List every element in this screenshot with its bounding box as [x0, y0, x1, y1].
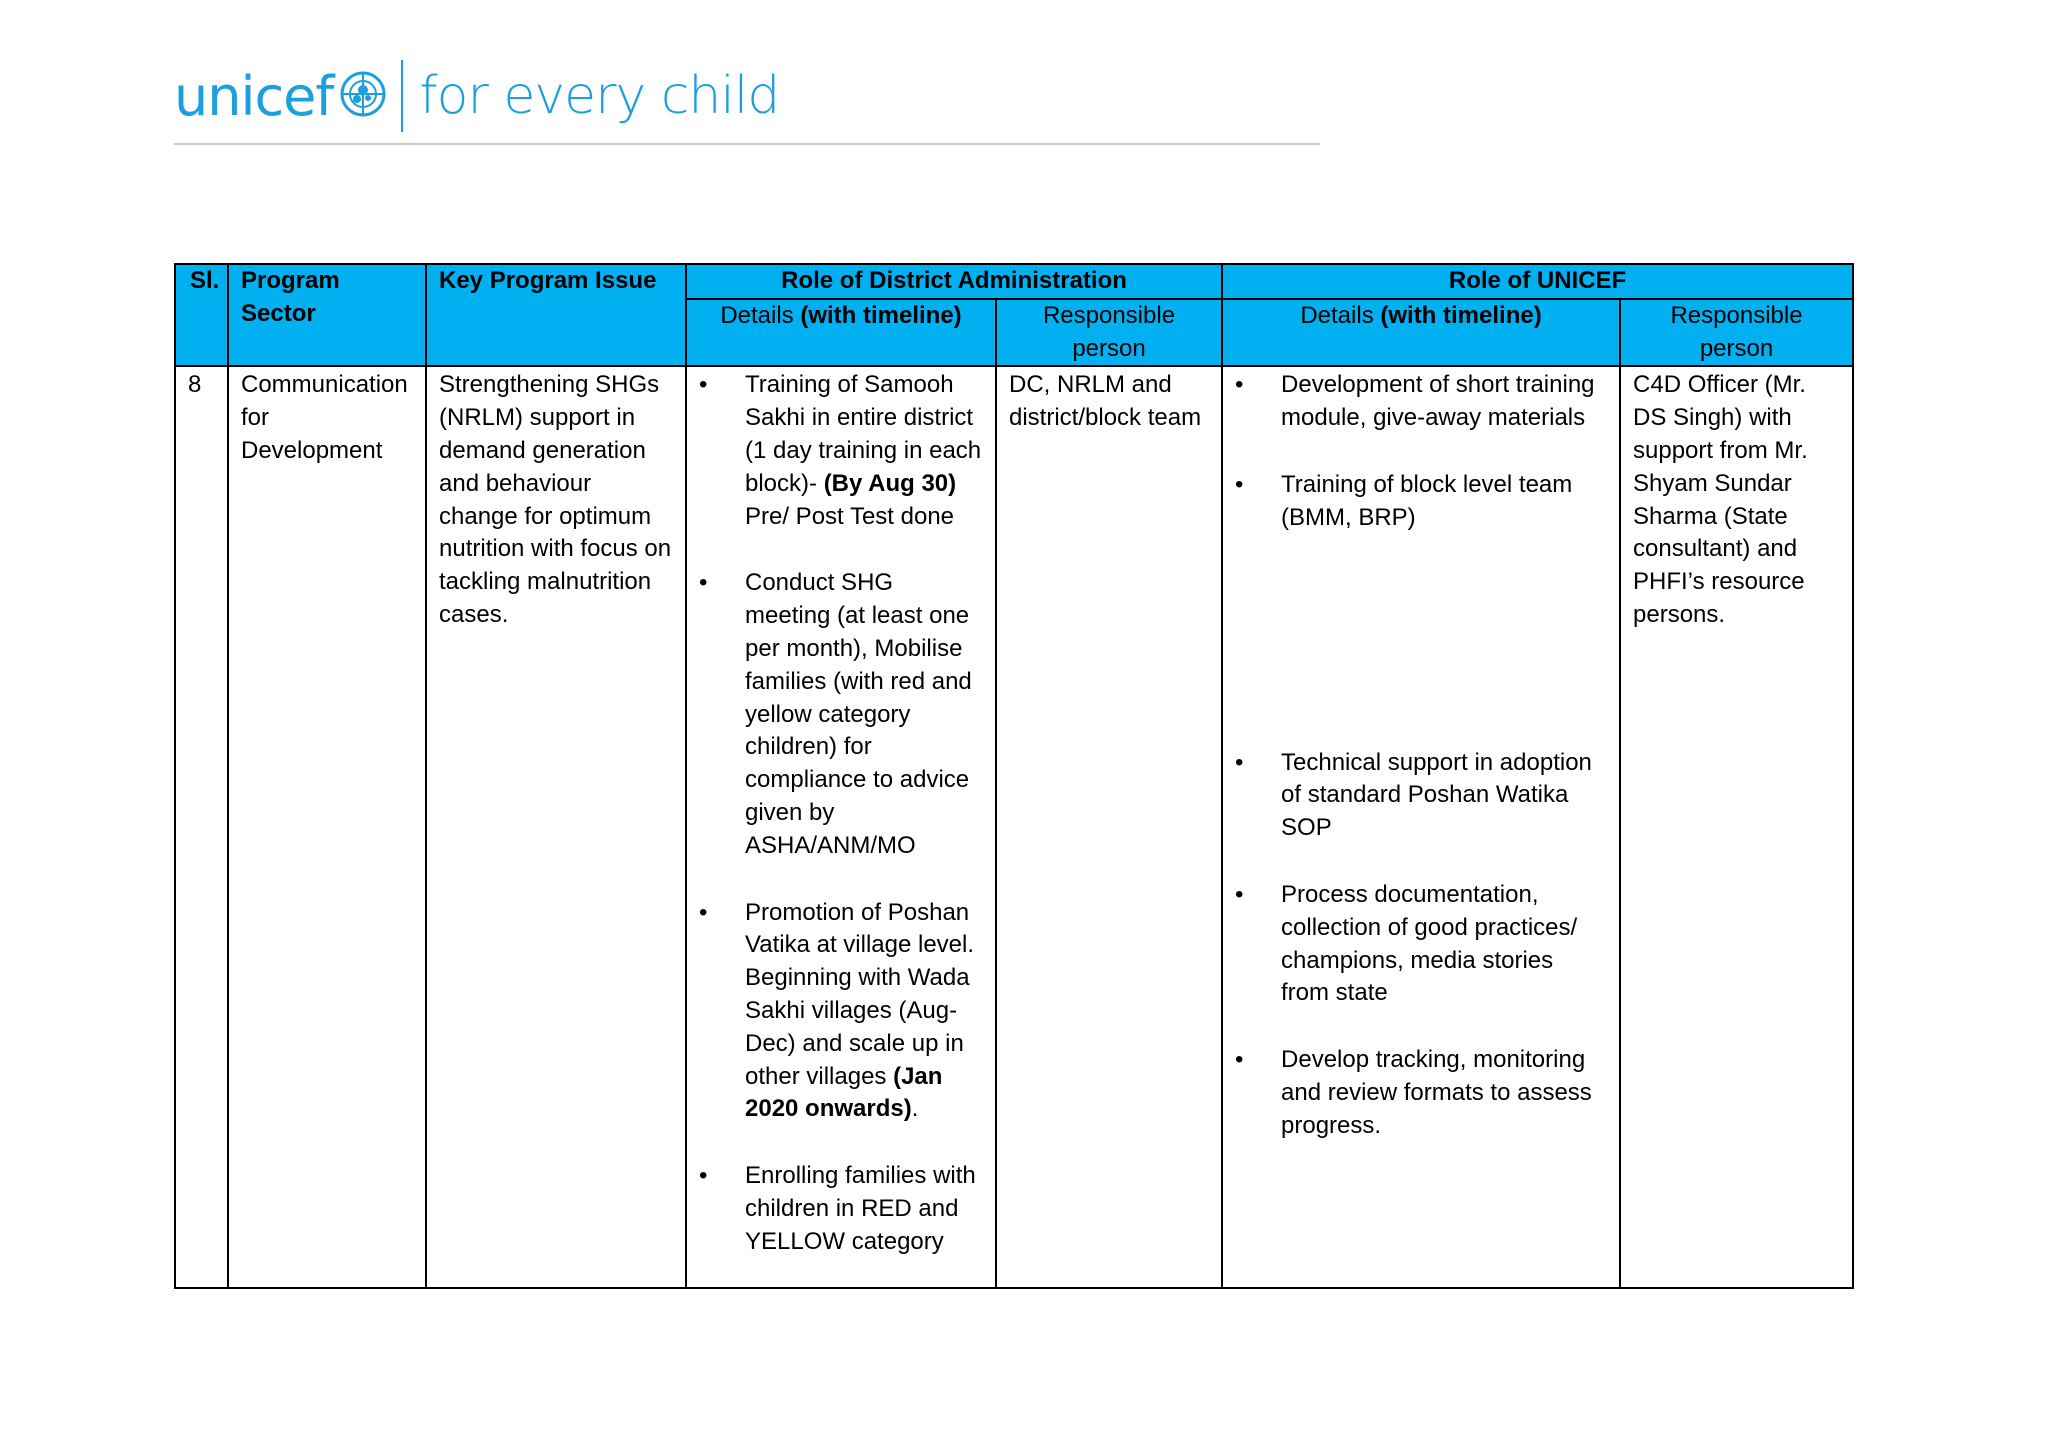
list-item: • Conduct SHG meeting (at least one per month), Mobilise families (with red and yellow category children) for compliance to advice given by ASHA/ANM/MO — [699, 567, 983, 862]
table-row — [175, 366, 1853, 1288]
cell-district-details — [686, 366, 996, 1288]
header-unicef-responsible: Responsible person — [1620, 299, 1853, 367]
cell-sl: 8 — [175, 366, 228, 1288]
cell-program-sector: Communication for Development — [228, 366, 426, 1288]
list-item: • Develop tracking, monitoring and review formats to assess progress. — [1235, 1044, 1607, 1142]
header-unicef-details: Details (with timeline) — [1222, 299, 1620, 367]
spacer — [1235, 535, 1607, 747]
cell-district-responsible: DC, NRLM and district/block team — [996, 366, 1222, 1288]
header-district-responsible: Responsible person — [996, 299, 1222, 367]
header-role-district: Role of District Administration — [686, 264, 1222, 299]
logo-divider — [401, 60, 403, 132]
logo-brand: unicef — [174, 64, 334, 128]
list-item: • Promotion of Poshan Vatika at village level. Beginning with Wada Sakhi villages (Aug-Dec) and scale up in other villages (Jan 2020 onwards). — [699, 897, 983, 1127]
list-item: • Technical support in adoption of standard Poshan Watika SOP — [1235, 747, 1607, 845]
cell-key-program-issue: Strengthening SHGs (NRLM) support in demand generation and behaviour change for optimum nutrition with focus on tackling malnutrition cases. — [426, 366, 686, 1288]
un-emblem-icon — [339, 70, 387, 123]
cell-unicef-details — [1222, 366, 1620, 1288]
unicef-logo — [174, 58, 779, 134]
header-district-details: Details (with timeline) — [686, 299, 996, 367]
header-role-unicef: Role of UNICEF — [1222, 264, 1853, 299]
header-key-program-issue: Key Program Issue — [426, 264, 686, 366]
list-item: • Training of block level team (BMM, BRP) — [1235, 469, 1607, 535]
header-rule — [174, 143, 1320, 145]
list-item: • Process documentation, collection of good practices/ champions, media stories from state — [1235, 879, 1607, 1010]
header-sl: Sl. — [175, 264, 228, 366]
cell-unicef-responsible: C4D Officer (Mr. DS Singh) with support from Mr. Shyam Sundar Sharma (State consultant) and PHFI’s resource persons. — [1620, 366, 1853, 1288]
program-table — [174, 263, 1854, 1289]
logo-tagline: for every child — [419, 66, 780, 126]
header-row-1 — [175, 264, 1853, 299]
list-item: • Training of Samooh Sakhi in entire district (1 day training in each block)- (By Aug 30) Pre/ Post Test done — [699, 369, 983, 533]
list-item: • Enrolling families with children in RED and YELLOW category — [699, 1160, 983, 1258]
list-item: • Development of short training module, give-away materials — [1235, 369, 1607, 435]
header-program-sector: Program Sector — [228, 264, 426, 366]
